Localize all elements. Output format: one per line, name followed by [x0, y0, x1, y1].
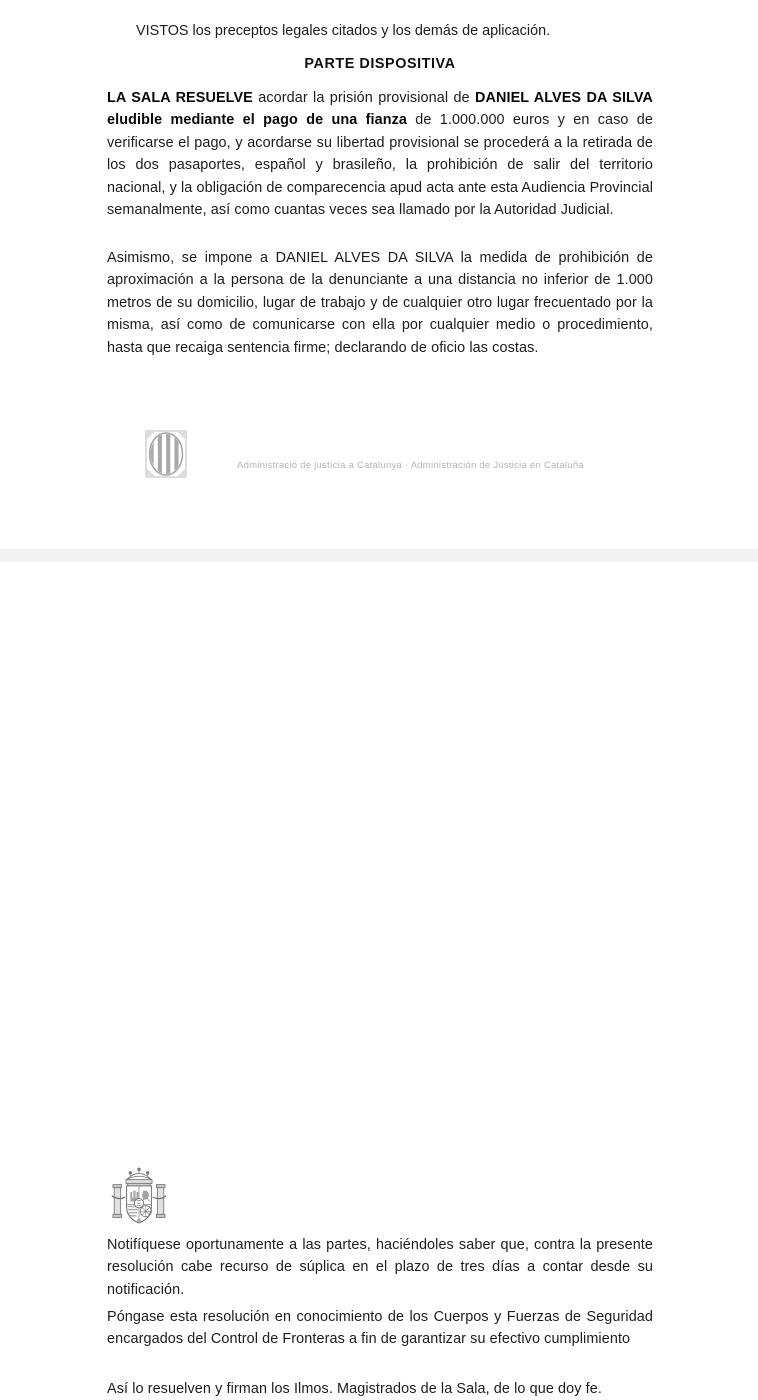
- ruling-bold-lead: LA SALA RESUELVE: [107, 90, 253, 106]
- vistos-line-block: [136, 20, 656, 42]
- borders-paragraph-block: [107, 1306, 653, 1351]
- catalonia-footer-text: Administració de justícia a Catalunya · Administración de Justicia en Cataluña: [237, 460, 584, 471]
- page-separator: [0, 549, 758, 562]
- vistos-line: VISTOS los preceptos legales citados y los demás de aplicación.: [136, 23, 551, 39]
- catalonia-senyera-emblem-icon: [145, 430, 187, 478]
- notification-paragraph: Notifíquese oportunamente a las partes, haciéndoles saber que, contra la presente resolución cabe recurso de súplica en el plazo de tres días a contar desde su notificación.: [107, 1237, 653, 1298]
- signature-paragraph-block: [107, 1378, 653, 1400]
- notification-paragraph-block: [107, 1234, 653, 1301]
- ruling-paragraph: [107, 87, 653, 221]
- ruling-segment-2: de 1.000.000 euros y en caso de verificarse el pago, y acordarse su libertad provisional se procederá a la retirada de los dos pasaportes, español y brasileño, la prohibición de salir del territorio nacional, y la obligación de comparecencia apud acta ante esta Audiencia Provincial semanalmente, así como cuantas veces sea llamado por la Autoridad Judicial.: [107, 112, 653, 219]
- spain-coat-of-arms-icon: [108, 1166, 170, 1228]
- restraining-paragraph: Asimismo, se impone a DANIEL ALVES DA SILVA la medida de prohibición de aproximación a la persona de la denunciante a una distancia no inferior de 1.000 metros de su domicilio, lugar de trabajo y de cualquier otro lugar frecuentado por la misma, así como de comunicarse con ella por cualquier medio o procedimiento, hasta que recaiga sentencia firme; declarando de oficio las costas.: [107, 250, 653, 356]
- parte-dispositiva-heading: PARTE DISPOSITIVA: [304, 56, 456, 72]
- ruling-bold-name: DANIEL ALVES DA SILVA eludible mediante el pago de una fianza: [107, 90, 653, 129]
- signature-paragraph: Así lo resuelven y firman los Ilmos. Magistrados de la Sala, de lo que doy fe.: [107, 1381, 602, 1397]
- ruling-segment-1: acordar la prisión provisional de: [252, 90, 475, 106]
- document-page-2: [0, 562, 758, 1397]
- catalonia-footer: [107, 428, 653, 482]
- ruling-paragraph-block: [107, 87, 653, 221]
- restraining-paragraph-block: [107, 247, 653, 359]
- parte-dispositiva-heading-block: [107, 53, 653, 75]
- borders-paragraph: Póngase esta resolución en conocimiento de los Cuerpos y Fuerzas de Seguridad encargados del Control de Fronteras a fin de garantizar su efectivo cumplimiento: [107, 1309, 653, 1348]
- document-page-1: [0, 0, 758, 549]
